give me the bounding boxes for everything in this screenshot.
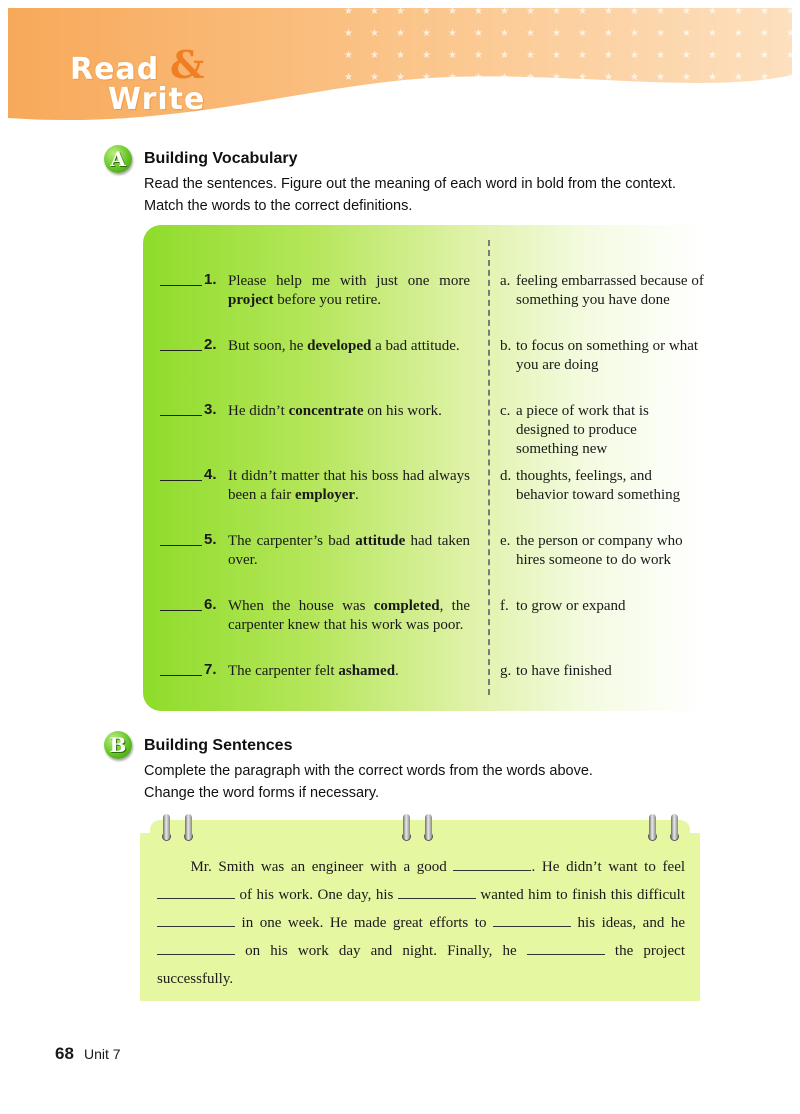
answer-blank-1[interactable]: [160, 272, 202, 286]
binder-ring-icon: [425, 814, 432, 840]
section-a-instruction-2: Match the words to the correct definitions.: [144, 198, 413, 214]
section-b-instruction-1: Complete the paragraph with the correct words from the words above.: [144, 763, 593, 779]
answer-blank-5[interactable]: [160, 532, 202, 546]
answer-blank-2[interactable]: [160, 337, 202, 351]
question-text-4: It didn’t matter that his boss had always been a fair employer.: [228, 468, 470, 503]
binder-ring-icon: [671, 814, 678, 840]
section-a-instruction-1: Read the sentences. Figure out the meaning of each word in bold from the context.: [144, 176, 676, 192]
binder-ring-icon: [403, 814, 410, 840]
answer-blank-7[interactable]: [160, 662, 202, 676]
paragraph-blank-5[interactable]: [493, 914, 571, 927]
paragraph-blank-6[interactable]: [157, 942, 235, 955]
question-text-2: But soon, he developed a bad attitude.: [228, 338, 460, 354]
answer-blank-6[interactable]: [160, 597, 202, 611]
section-b-instruction-2: Change the word forms if necessary.: [144, 785, 380, 801]
read-write-logo: [68, 42, 218, 120]
binder-ring-icon: [185, 814, 192, 840]
section-a-badge: A: [104, 145, 132, 173]
logo-ampersand: &: [170, 42, 206, 87]
paragraph-blank-2[interactable]: [157, 886, 235, 899]
fill-in-paragraph: Mr. Smith was an engineer with a good . He didn’t want to feel of his work. One day, his wanted him to finish this difficult in one week. He made great efforts to his ideas, and he on his work day and night. Finally, he the project successfully.: [157, 859, 686, 987]
page-number: 68: [55, 1044, 74, 1063]
question-text-3: He didn’t concentrate on his work.: [228, 403, 442, 419]
section-a-title: Building Vocabulary: [144, 150, 298, 167]
paragraph-blank-4[interactable]: [157, 914, 235, 927]
binder-ring-icon: [163, 814, 170, 840]
question-text-7: The carpenter felt ashamed.: [228, 663, 399, 679]
section-b-title: Building Sentences: [144, 737, 293, 754]
column-divider: [488, 240, 490, 695]
paragraph-blank-3[interactable]: [398, 886, 476, 899]
section-b-badge: B: [104, 731, 132, 759]
paragraph-blank-7[interactable]: [527, 942, 605, 955]
answer-blank-4[interactable]: [160, 467, 202, 481]
binder-ring-icon: [649, 814, 656, 840]
question-text-6: When the house was completed, the carpenter knew that his work was poor.: [228, 598, 470, 633]
logo-write: Write: [108, 82, 206, 117]
question-text-1: Please help me with just one more project before you retire.: [228, 273, 470, 308]
paragraph-blank-1[interactable]: [453, 858, 531, 871]
logo-read: Read: [70, 52, 160, 87]
answer-blank-3[interactable]: [160, 402, 202, 416]
unit-label: Unit 7: [84, 1046, 121, 1062]
question-text-5: The carpenter’s bad attitude had taken over.: [228, 533, 471, 568]
